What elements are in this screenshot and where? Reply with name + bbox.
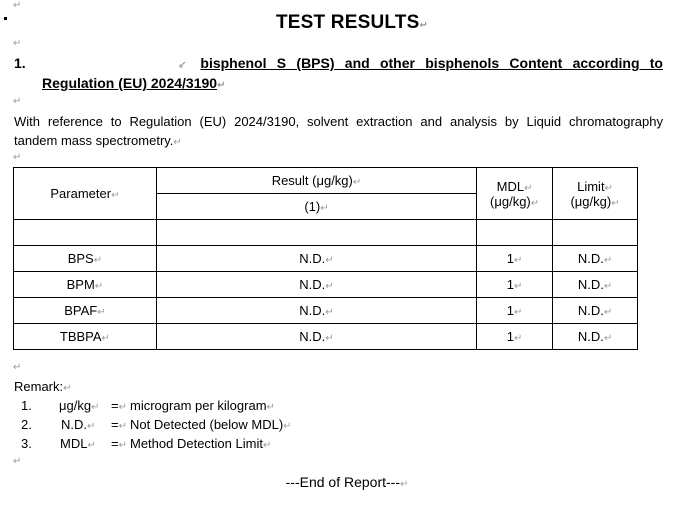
cell-result: N.D.↵ bbox=[156, 324, 476, 350]
table-row bbox=[14, 324, 638, 350]
header-mdl: MDL↵ (μg/kg)↵ bbox=[477, 168, 553, 220]
paragraph-mark: ↵ bbox=[13, 38, 22, 49]
cell-mdl-text: 1 bbox=[506, 277, 515, 292]
table-cell bbox=[553, 220, 638, 246]
cell-parameter: BPM↵ bbox=[14, 272, 157, 298]
cell-limit-text: N.D. bbox=[577, 251, 604, 266]
cell-result-text: N.D. bbox=[299, 303, 326, 318]
section-heading-line2: Regulation (EU) 2024/3190↵ bbox=[42, 75, 226, 91]
table-cell bbox=[477, 220, 553, 246]
remark-item-abbr: MDL↵ bbox=[60, 436, 96, 451]
cell-mdl-text: 1 bbox=[506, 329, 515, 344]
header-limit: Limit↵ (μg/kg)↵ bbox=[553, 168, 638, 220]
remark-item-definition: Method Detection Limit↵ bbox=[130, 436, 272, 451]
header-parameter: Parameter↵ bbox=[14, 168, 157, 220]
paragraph-mark: ↵ bbox=[13, 362, 22, 373]
cell-result-text: N.D. bbox=[299, 329, 326, 344]
section-heading-line1: ↙ bisphenol S (BPS) and other bisphenols Content according to bbox=[178, 55, 663, 71]
cell-parameter: TBBPA↵ bbox=[14, 324, 157, 350]
remark-item-number: 3. bbox=[21, 436, 32, 451]
remark-label: Remark:↵ bbox=[14, 379, 72, 394]
table-cell bbox=[156, 220, 476, 246]
header-parameter-text: Parameter bbox=[50, 186, 112, 201]
table-row bbox=[14, 298, 638, 324]
cell-mdl: 1↵ bbox=[477, 272, 553, 298]
cell-mdl: 1↵ bbox=[477, 298, 553, 324]
cell-parameter-text: BPAF bbox=[64, 303, 98, 318]
table-row-empty bbox=[14, 220, 638, 246]
results-table bbox=[13, 167, 638, 350]
method-line1: With reference to Regulation (EU) 2024/3190, solvent extraction and analysis by Liquid chromatography bbox=[14, 114, 663, 129]
cell-parameter-text: BPS bbox=[67, 251, 94, 266]
table-row bbox=[14, 272, 638, 298]
cell-parameter: BPAF↵ bbox=[14, 298, 157, 324]
remark-item-eq: =↵ bbox=[111, 417, 127, 432]
remark-item bbox=[0, 398, 686, 416]
remark-item-abbr: μg/kg↵ bbox=[59, 398, 100, 413]
cell-limit: N.D.↵ bbox=[553, 272, 638, 298]
cell-result: N.D.↵ bbox=[156, 246, 476, 272]
remark-item-abbr-text: MDL bbox=[60, 436, 88, 451]
header-result: Result (μg/kg)↵ bbox=[156, 168, 476, 194]
paragraph-mark: ↵ bbox=[13, 456, 22, 467]
remark-item-number: 2. bbox=[21, 417, 32, 432]
section-number: 1. bbox=[14, 55, 26, 71]
remark-item-abbr-text: μg/kg bbox=[59, 398, 92, 413]
method-line2: tandem mass spectrometry.↵ bbox=[14, 133, 182, 148]
remark-item-eq-text: = bbox=[111, 417, 119, 432]
paragraph-mark: ↵ bbox=[13, 152, 22, 163]
remark-item-number: 1. bbox=[21, 398, 32, 413]
cell-mdl-text: 1 bbox=[506, 303, 515, 318]
cell-result-text: N.D. bbox=[299, 277, 326, 292]
remark-item-definition-text: Not Detected (below MDL) bbox=[130, 417, 284, 432]
cell-result: N.D.↵ bbox=[156, 298, 476, 324]
remark-item-abbr: N.D.↵ bbox=[61, 417, 96, 432]
table-cell bbox=[14, 220, 157, 246]
header-result-sub: (1)↵ bbox=[156, 194, 476, 220]
page-title: TEST RESULTS↵ bbox=[275, 12, 429, 33]
paragraph-mark: ↵ bbox=[13, 0, 22, 11]
header-mdl-unit: (μg/kg) bbox=[490, 193, 531, 209]
cell-result: N.D.↵ bbox=[156, 272, 476, 298]
remark-item-definition-text: Method Detection Limit bbox=[130, 436, 263, 451]
cell-limit-text: N.D. bbox=[577, 277, 604, 292]
cell-limit: N.D.↵ bbox=[553, 298, 638, 324]
table-row bbox=[14, 246, 638, 272]
remark-item bbox=[0, 436, 686, 454]
page-title-text: TEST RESULTS bbox=[275, 12, 420, 33]
cell-mdl: 1↵ bbox=[477, 324, 553, 350]
cell-result-text: N.D. bbox=[299, 251, 326, 266]
remark-item-eq-text: = bbox=[111, 436, 119, 451]
remark-item-abbr-text: N.D. bbox=[61, 417, 87, 432]
remark-item-eq: =↵ bbox=[111, 398, 127, 413]
cell-mdl-text: 1 bbox=[506, 251, 515, 266]
remark-item-eq: =↵ bbox=[111, 436, 127, 451]
remark-item-definition-text: microgram per kilogram bbox=[130, 398, 267, 413]
end-of-report-text: ---End of Report--- bbox=[285, 474, 400, 490]
remark-item-eq-text: = bbox=[111, 398, 119, 413]
cell-limit-text: N.D. bbox=[577, 329, 604, 344]
section-heading-text: bisphenol S (BPS) and other bisphenols Content according to bbox=[200, 55, 663, 71]
header-limit-unit: (μg/kg) bbox=[570, 193, 612, 209]
remark-item-definition: Not Detected (below MDL)↵ bbox=[130, 417, 292, 432]
header-result-sub-text: (1) bbox=[304, 199, 321, 214]
cell-parameter-text: TBBPA bbox=[59, 329, 102, 344]
remark-label-text: Remark: bbox=[14, 379, 64, 394]
section-heading-regulation: Regulation (EU) 2024/3190 bbox=[42, 75, 218, 91]
paragraph-mark: ↵ bbox=[13, 96, 22, 107]
end-of-report: ---End of Report---↵ bbox=[285, 474, 409, 490]
header-mdl-text: MDL bbox=[496, 178, 525, 194]
header-result-text: Result (μg/kg) bbox=[271, 173, 353, 188]
cell-mdl: 1↵ bbox=[477, 246, 553, 272]
cell-limit: N.D.↵ bbox=[553, 246, 638, 272]
cell-parameter: BPS↵ bbox=[14, 246, 157, 272]
header-limit-text: Limit bbox=[577, 178, 605, 194]
method-line2-text: tandem mass spectrometry. bbox=[14, 133, 174, 148]
cell-parameter-text: BPM bbox=[66, 277, 95, 292]
remark-item bbox=[0, 417, 686, 435]
cell-limit: N.D.↵ bbox=[553, 324, 638, 350]
remark-item-definition: microgram per kilogram↵ bbox=[130, 398, 275, 413]
cell-limit-text: N.D. bbox=[577, 303, 604, 318]
